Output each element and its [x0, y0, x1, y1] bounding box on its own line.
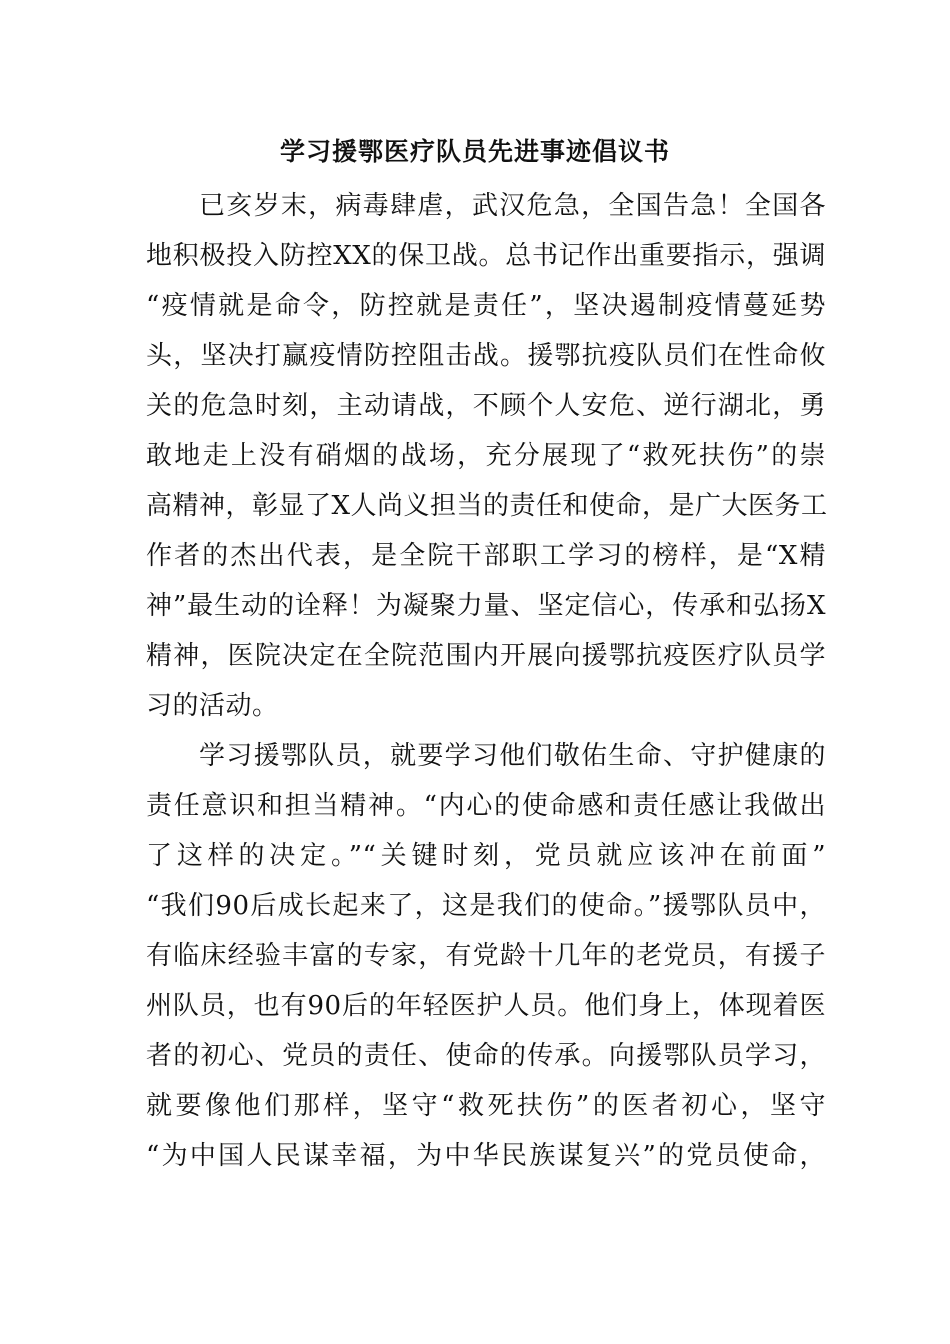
- paragraph-line: “为中国人民谋幸福，为中华民族谋复兴”的党员使命，: [146, 1141, 826, 1171]
- paragraph-line: 神”最生动的诠释！为凝聚力量、坚定信心，传承和弘扬X: [146, 591, 826, 621]
- paragraph-line: 高精神，彰显了X人尚义担当的责任和使命，是广大医务工: [146, 491, 828, 521]
- paragraph-line: 了这样的决定。”“关键时刻，党员就应该冲在前面”: [146, 841, 826, 871]
- paragraph-line: 学习援鄂队员，就要学习他们敬佑生命、守护健康的: [199, 741, 826, 771]
- paragraph-line: 就要像他们那样，坚守“救死扶伤”的医者初心，坚守: [146, 1091, 826, 1121]
- paragraph-line: 作者的杰出代表，是全院干部职工学习的榜样，是“X精: [146, 541, 826, 571]
- paragraph-line: 地积极投入防控XX的保卫战。总书记作出重要指示，强调: [146, 241, 826, 271]
- paragraph-line: “我们90后成长起来了，这是我们的使命。”援鄂队员中，: [146, 891, 826, 921]
- paragraph-line: “疫情就是命令，防控就是责任”，坚决遏制疫情蔓延势: [146, 291, 826, 321]
- paragraph-line: 敢地走上没有硝烟的战场，充分展现了“救死扶伤”的崇: [146, 441, 826, 471]
- paragraph-line: 头，坚决打赢疫情防控阻击战。援鄂抗疫队员们在性命攸: [146, 341, 826, 371]
- paragraph-line: 有临床经验丰富的专家，有党龄十几年的老党员，有援子: [146, 941, 826, 971]
- paragraph-line: 已亥岁末，病毒肆虐，武汉危急，全国告急！全国各: [199, 191, 826, 221]
- paragraph-line: 关的危急时刻，主动请战，不顾个人安危、逆行湖北，勇: [146, 391, 826, 421]
- paragraph-line: 责任意识和担当精神。“内心的使命感和责任感让我做出: [146, 791, 826, 821]
- document-title: 学习援鄂医疗队员先进事迹倡议书: [279, 137, 670, 166]
- paragraph-line: 州队员，也有90后的年轻医护人员。他们身上，体现着医: [146, 991, 826, 1021]
- paragraph-line: 习的活动。: [146, 691, 279, 721]
- paragraph-line: 者的初心、党员的责任、使命的传承。向援鄂队员学习，: [146, 1041, 826, 1071]
- paragraph-line: 精神，医院决定在全院范围内开展向援鄂抗疫医疗队员学: [146, 641, 826, 671]
